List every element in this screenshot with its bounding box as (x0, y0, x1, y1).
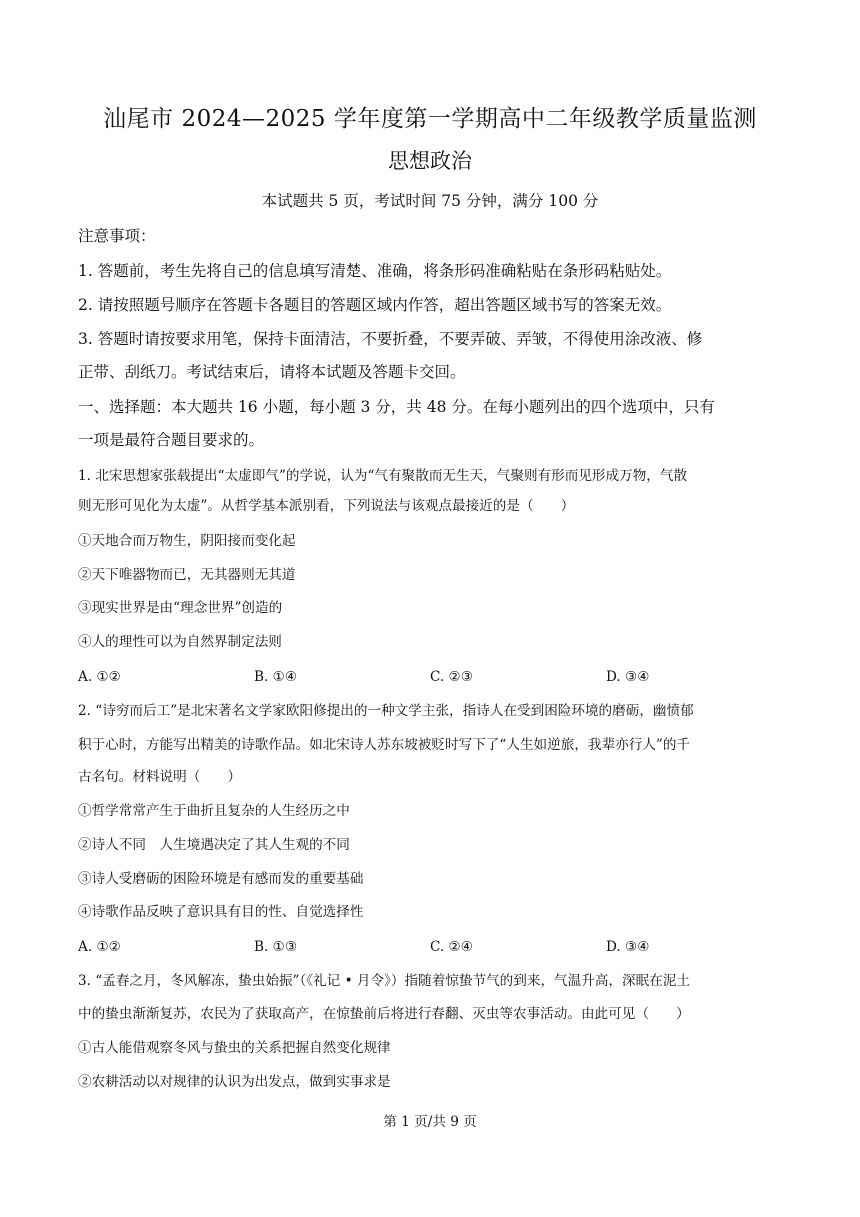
question-1-statement: ④人的理性可以为自然界制定法则 (78, 634, 282, 650)
question-2-stem: 古名句。材料说明（ ） (78, 769, 242, 785)
option-b[interactable]: B. ①④ (254, 669, 298, 685)
question-1-options (78, 666, 786, 688)
notice-item: 3. 答题时请按要求用笔，保持卡面清洁，不要折叠，不要弄破、弄皱，不得使用涂改液、修 (78, 330, 703, 348)
exam-info: 本试题共 5 页，考试时间 75 分钟，满分 100 分 (261, 192, 599, 210)
option-c[interactable]: C. ②③ (430, 669, 473, 685)
option-a[interactable]: A. ①② (78, 939, 121, 955)
subject-title: 思想政治 (388, 149, 472, 173)
exam-title: 汕尾市 2024—2025 学年度第一学期高中二年级教学质量监测 (103, 106, 757, 132)
section-heading: 一、选择题：本大题共 16 小题，每小题 3 分，共 48 分。在每小题列出的四个选项中，只有 (78, 398, 715, 416)
question-1-statement: ③现实世界是由“理念世界”创造的 (78, 600, 283, 616)
question-3-stem: 3. “孟春之月，冬风解冻，蛰虫始振”（《礼记 • 月令》）指随着惊蛰节气的到来，气温升高，深眠在泥土 (78, 973, 690, 989)
notice-heading: 注意事项： (78, 227, 156, 245)
question-2-stem: 2. “诗穷而后工”是北宋著名文学家欧阳修提出的一种文学主张，指诗人在受到困险环境的磨砺，幽愤郁 (78, 703, 694, 719)
question-2-stem: 积于心时，方能写出精美的诗歌作品。如北宋诗人苏东坡被贬时写下了“人生如逆旅，我辈亦行人”的千 (78, 737, 691, 753)
option-c[interactable]: C. ②④ (430, 939, 473, 955)
question-2-statement: ③诗人受磨砺的困险环境是有感而发的重要基础 (78, 871, 364, 887)
question-1-stem: 则无形可见化为太虚”。从哲学基本派别看，下列说法与该观点最接近的是（ ） (78, 498, 575, 514)
question-2-statement: ②诗人不同 人生境遇决定了其人生观的不同 (78, 837, 350, 853)
option-b[interactable]: B. ①③ (254, 939, 298, 955)
option-d[interactable]: D. ③④ (606, 939, 650, 955)
notice-item: 1. 答题前，考生先将自己的信息填写清楚、准确，将条形码准确粘贴在条形码粘贴处。 (78, 262, 672, 280)
notice-item: 2. 请按照题号顺序在答题卡各题目的答题区域内作答，超出答题区域书写的答案无效。 (78, 296, 672, 314)
question-1-statement: ②天下唯器物而已，无其器则无其道 (78, 567, 296, 583)
question-2-statement: ④诗歌作品反映了意识具有目的性、自觉选择性 (78, 904, 364, 920)
page-footer: 第 1 页/共 9 页 (383, 1114, 477, 1130)
question-3-statement: ②农耕活动以对规律的认识为出发点，做到实事求是 (78, 1074, 391, 1090)
question-1-statement: ①天地合而万物生，阴阳接而变化起 (78, 533, 296, 549)
section-heading-cont: 一项是最符合题目要求的。 (78, 431, 265, 449)
question-1-stem: 1. 北宋思想家张载提出“太虚即气”的学说，认为“气有聚散而无生天，气聚则有形而见形成万物，气散 (78, 468, 688, 484)
option-a[interactable]: A. ①② (78, 669, 121, 685)
question-2-options (78, 936, 786, 958)
option-d[interactable]: D. ③④ (606, 669, 650, 685)
notice-item: 正带、刮纸刀。考试结束后，请将本试题及答题卡交回。 (78, 363, 466, 381)
question-2-statement: ①哲学常常产生于曲折且复杂的人生经历之中 (78, 803, 350, 819)
question-3-statement: ①古人能借观察冬风与蛰虫的关系把握自然变化规律 (78, 1040, 391, 1056)
question-3-stem: 中的蛰虫渐渐复苏，农民为了获取高产，在惊蛰前后将进行春翻、灭虫等农事活动。由此可见（ ） (78, 1006, 690, 1022)
